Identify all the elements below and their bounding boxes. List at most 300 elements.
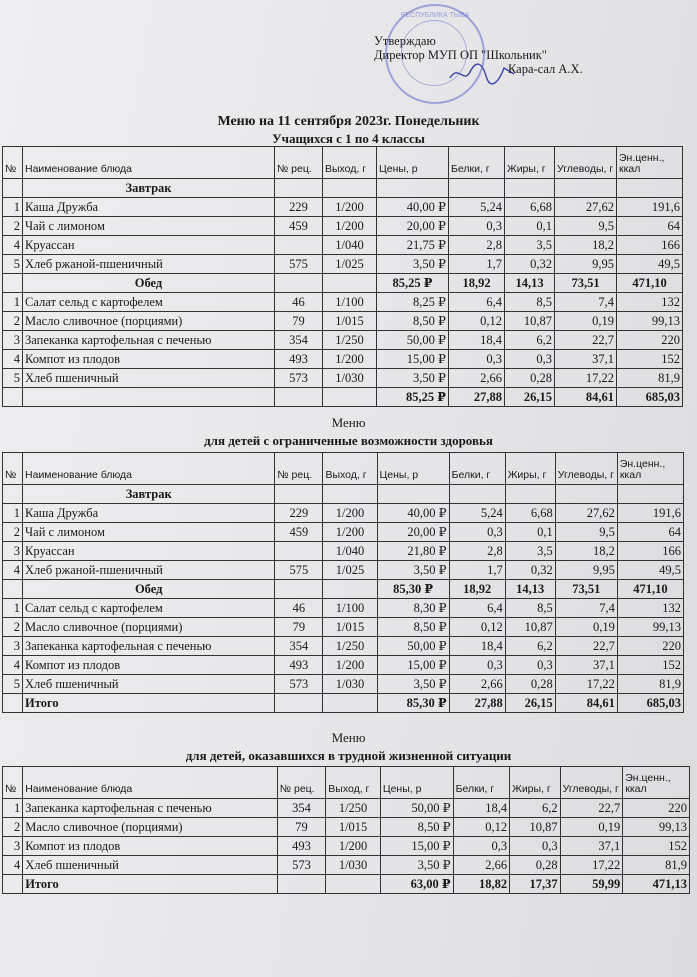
table-cell: 2 — [3, 618, 23, 637]
table-cell: 1/030 — [323, 369, 377, 388]
table-cell: 85,25 ₽ — [377, 274, 449, 293]
table-header-row — [3, 147, 683, 179]
table-cell: 0,28 — [505, 369, 555, 388]
table-cell: 37,1 — [560, 837, 623, 856]
table-cell — [3, 580, 23, 599]
table-cell: 1/250 — [326, 799, 381, 818]
table-cell: Масло сливочное (порциями) — [23, 312, 275, 331]
table-cell: 152 — [623, 837, 690, 856]
table-cell: 471,13 — [623, 875, 690, 894]
table-cell: 573 — [275, 675, 323, 694]
table-cell: 0,3 — [449, 217, 505, 236]
table-cell: № рец. — [275, 453, 323, 485]
table-cell: 2 — [3, 217, 23, 236]
table-cell: 8,50 ₽ — [377, 618, 449, 637]
table-cell: 17,22 — [555, 675, 617, 694]
table-cell: Хлеб ржаной-пшеничный — [23, 561, 275, 580]
table-cell: 0,3 — [505, 656, 555, 675]
table-cell: 1/200 — [323, 217, 377, 236]
table-cell: 79 — [275, 312, 323, 331]
dish-row — [3, 561, 684, 580]
table-cell: 0,3 — [449, 656, 505, 675]
table-cell: 8,5 — [505, 599, 555, 618]
dish-row — [3, 312, 683, 331]
table-cell — [275, 274, 323, 293]
table-cell: 8,5 — [505, 293, 555, 312]
table-cell: 0,12 — [449, 312, 505, 331]
table-cell: Чай с лимоном — [23, 523, 275, 542]
table-cell: 81,9 — [617, 369, 683, 388]
approval-line-1: Утверждаю — [374, 34, 436, 48]
table-cell: 1/030 — [323, 675, 377, 694]
table-cell — [449, 485, 505, 504]
table-cell: 64 — [617, 523, 683, 542]
dish-row — [3, 293, 683, 312]
table-cell: 18,4 — [453, 799, 510, 818]
table-cell: 1 — [3, 293, 23, 312]
table-cell: Белки, г — [449, 453, 505, 485]
table-cell: 6,68 — [505, 504, 555, 523]
approval-block — [374, 34, 583, 76]
table-cell: 18,4 — [449, 331, 505, 350]
table-cell: 85,25 ₽ — [377, 388, 449, 407]
table-cell — [323, 694, 377, 713]
table-cell: 354 — [275, 637, 323, 656]
lunch-header-row — [3, 274, 683, 293]
table-cell — [275, 580, 323, 599]
table-cell: 81,9 — [617, 675, 683, 694]
dish-row — [3, 217, 683, 236]
table-cell — [505, 179, 555, 198]
table-cell — [617, 485, 683, 504]
menu-table-section1 — [2, 146, 683, 407]
table-cell: 50,00 ₽ — [377, 637, 449, 656]
table-cell: 1/040 — [323, 542, 377, 561]
table-cell: 6,68 — [505, 198, 555, 217]
table-cell: 354 — [275, 331, 323, 350]
table-cell: 27,88 — [449, 694, 505, 713]
table-cell: Эн.ценн., ккал — [617, 453, 683, 485]
table-cell: 0,32 — [505, 255, 555, 274]
table-cell: 5,24 — [449, 198, 505, 217]
dish-row — [3, 656, 684, 675]
table-cell: 575 — [275, 255, 323, 274]
section3-subtitle: для детей, оказавшихся в трудной жизненной ситуации — [185, 748, 512, 763]
table-cell: 3,50 ₽ — [377, 561, 449, 580]
table-cell: 8,50 ₽ — [377, 312, 449, 331]
table-cell: 99,13 — [617, 618, 683, 637]
table-cell: 1/015 — [323, 618, 377, 637]
table-cell: 1/100 — [323, 293, 377, 312]
table-cell: 6,2 — [510, 799, 561, 818]
table-cell: 7,4 — [555, 293, 617, 312]
table-cell: 7,4 — [555, 599, 617, 618]
table-cell: Салат сельд с картофелем — [23, 293, 275, 312]
table-cell: 27,88 — [449, 388, 505, 407]
table-cell — [505, 485, 555, 504]
table-cell: 132 — [617, 293, 683, 312]
total-row — [3, 875, 690, 894]
table-cell — [3, 388, 23, 407]
table-cell: 1/025 — [323, 255, 377, 274]
table-cell: 9,5 — [555, 217, 617, 236]
table-cell — [326, 875, 381, 894]
table-cell: 4 — [3, 656, 23, 675]
table-cell — [3, 274, 23, 293]
table-cell: 84,61 — [555, 694, 617, 713]
table-cell: 5,24 — [449, 504, 505, 523]
table-cell: Цены, р — [380, 767, 453, 799]
table-cell: 1,7 — [449, 255, 505, 274]
section3-heading: Меню — [331, 730, 366, 745]
section2-heading: Меню — [331, 415, 366, 430]
table-cell — [377, 485, 449, 504]
table-cell: 1/200 — [323, 504, 377, 523]
table-cell: 50,00 ₽ — [380, 799, 453, 818]
table-cell: 10,87 — [505, 618, 555, 637]
table-cell: 6,2 — [505, 331, 555, 350]
breakfast-header-row — [3, 485, 684, 504]
table-cell: 3,50 ₽ — [377, 675, 449, 694]
table-cell: 8,30 ₽ — [377, 599, 449, 618]
table-cell: 1 — [3, 599, 23, 618]
menu-table-section2 — [2, 452, 684, 713]
table-cell — [323, 485, 377, 504]
table-cell — [323, 274, 377, 293]
table-cell: 1/250 — [323, 331, 377, 350]
table-cell: 220 — [623, 799, 690, 818]
table-cell: 18,92 — [449, 580, 505, 599]
table-cell: 46 — [275, 599, 323, 618]
table-cell — [275, 236, 323, 255]
table-cell — [3, 485, 23, 504]
table-cell: 8,50 ₽ — [380, 818, 453, 837]
table-cell: 1/100 — [323, 599, 377, 618]
dish-row — [3, 599, 684, 618]
table-cell: 2,66 — [449, 675, 505, 694]
table-cell: 471,10 — [617, 580, 683, 599]
table-cell: Запеканка картофельная с печенью — [23, 799, 278, 818]
table-cell: Выход, г — [323, 453, 377, 485]
table-cell: 18,2 — [555, 236, 617, 255]
table-cell: Хлеб пшеничный — [23, 856, 278, 875]
table-cell: 4 — [3, 856, 23, 875]
table-cell: 191,6 — [617, 504, 683, 523]
table-cell: 14,13 — [505, 274, 555, 293]
table-cell: 3,50 ₽ — [377, 369, 449, 388]
table-cell: 2,8 — [449, 542, 505, 561]
table-cell: 3 — [3, 542, 23, 561]
menu-table-section3 — [2, 766, 690, 894]
table-cell: 6,2 — [505, 637, 555, 656]
table-cell: № рец. — [275, 147, 323, 179]
table-cell: № рец. — [277, 767, 325, 799]
table-cell: 1/030 — [326, 856, 381, 875]
table-cell: 166 — [617, 542, 683, 561]
table-cell — [23, 388, 275, 407]
table-cell: 2,66 — [449, 369, 505, 388]
dish-row — [3, 236, 683, 255]
table-cell: Наименование блюда — [23, 453, 275, 485]
table-cell — [323, 388, 377, 407]
table-cell: 9,5 — [555, 523, 617, 542]
table-cell: 49,5 — [617, 255, 683, 274]
table-cell: 26,15 — [505, 388, 555, 407]
table-cell: Круассан — [23, 542, 275, 561]
table-cell: 2 — [3, 312, 23, 331]
table-cell: Выход, г — [323, 147, 377, 179]
table-cell: Жиры, г — [510, 767, 561, 799]
table-cell: 2 — [3, 818, 23, 837]
table-cell: Салат сельд с картофелем — [23, 599, 275, 618]
table-cell: 152 — [617, 656, 683, 675]
table-cell: 8,25 ₽ — [377, 293, 449, 312]
table-cell: Запеканка картофельная с печенью — [23, 637, 275, 656]
table-cell — [449, 179, 505, 198]
table-cell: 9,95 — [555, 561, 617, 580]
table-cell: 17,22 — [560, 856, 623, 875]
table-cell — [555, 179, 617, 198]
table-cell: 0,1 — [505, 523, 555, 542]
table-cell: 1/200 — [323, 656, 377, 675]
table-cell: 0,32 — [505, 561, 555, 580]
table-cell: 49,5 — [617, 561, 683, 580]
table-cell — [275, 179, 323, 198]
table-cell — [555, 485, 617, 504]
table-cell: 685,03 — [617, 694, 683, 713]
dish-row — [3, 837, 690, 856]
table-cell: 3,5 — [505, 542, 555, 561]
table-cell: 20,00 ₽ — [377, 523, 449, 542]
table-cell: 85,30 ₽ — [377, 580, 449, 599]
table-cell: Масло сливочное (порциями) — [23, 818, 278, 837]
table-cell: 17,22 — [555, 369, 617, 388]
table-cell: 50,00 ₽ — [377, 331, 449, 350]
table-cell: Завтрак — [23, 179, 275, 198]
table-header-row — [3, 453, 684, 485]
table-cell: 79 — [275, 618, 323, 637]
table-cell: 14,13 — [505, 580, 555, 599]
dish-row — [3, 799, 690, 818]
table-cell: 1/200 — [323, 523, 377, 542]
table-cell: 15,00 ₽ — [380, 837, 453, 856]
table-cell: Чай с лимоном — [23, 217, 275, 236]
table-cell — [323, 179, 377, 198]
lunch-header-row — [3, 580, 684, 599]
table-cell: 166 — [617, 236, 683, 255]
table-cell: Обед — [23, 274, 275, 293]
table-cell: Каша Дружба — [23, 504, 275, 523]
table-cell: № — [3, 453, 23, 485]
dish-row — [3, 198, 683, 217]
table-cell: 37,1 — [555, 656, 617, 675]
table-cell: 84,61 — [555, 388, 617, 407]
table-cell: Завтрак — [23, 485, 275, 504]
table-cell — [3, 875, 23, 894]
table-cell: 220 — [617, 637, 683, 656]
table-cell: Наименование блюда — [23, 767, 278, 799]
table-header-row — [3, 767, 690, 799]
table-cell: 21,80 ₽ — [377, 542, 449, 561]
table-cell — [3, 694, 23, 713]
table-cell: Итого — [23, 875, 278, 894]
table-cell: 354 — [277, 799, 325, 818]
table-cell: 1 — [3, 799, 23, 818]
table-cell: 1/025 — [323, 561, 377, 580]
table-cell: 85,30 ₽ — [377, 694, 449, 713]
table-cell: Эн.ценн., ккал — [617, 147, 683, 179]
table-cell: Компот из плодов — [23, 837, 278, 856]
stamp-text: РЕСПУБЛИКА ТЫВА — [400, 12, 470, 19]
dish-row — [3, 523, 684, 542]
table-cell: 46 — [275, 293, 323, 312]
table-cell: 64 — [617, 217, 683, 236]
table-cell: Итого — [23, 694, 275, 713]
table-cell: Хлеб пшеничный — [23, 675, 275, 694]
table-cell: 15,00 ₽ — [377, 350, 449, 369]
dish-row — [3, 542, 684, 561]
table-cell: 21,75 ₽ — [377, 236, 449, 255]
table-cell: 0,12 — [453, 818, 510, 837]
table-cell: 573 — [275, 369, 323, 388]
table-cell: 132 — [617, 599, 683, 618]
table-cell: Обед — [23, 580, 275, 599]
table-cell: 5 — [3, 255, 23, 274]
table-cell: 0,3 — [453, 837, 510, 856]
table-cell: 3 — [3, 637, 23, 656]
dish-row — [3, 350, 683, 369]
table-cell: 3,5 — [505, 236, 555, 255]
table-cell: Углеводы, г — [555, 147, 617, 179]
table-cell: 99,13 — [623, 818, 690, 837]
table-cell: 18,4 — [449, 637, 505, 656]
table-cell: 20,00 ₽ — [377, 217, 449, 236]
table-cell: 6,4 — [449, 599, 505, 618]
table-cell: 0,12 — [449, 618, 505, 637]
table-cell: Цены, р — [377, 147, 449, 179]
section1-subtitle: Учащихся с 1 по 4 классы — [272, 131, 425, 146]
table-cell: 3,50 ₽ — [377, 255, 449, 274]
table-cell: 2,66 — [453, 856, 510, 875]
table-cell: 1,7 — [449, 561, 505, 580]
section2-subtitle: для детей с ограниченные возможности здоровья — [204, 433, 493, 448]
table-cell: 15,00 ₽ — [377, 656, 449, 675]
table-cell: 17,37 — [510, 875, 561, 894]
table-cell: 0,19 — [555, 312, 617, 331]
dish-row — [3, 675, 684, 694]
table-cell: 459 — [275, 523, 323, 542]
table-cell: Белки, г — [453, 767, 510, 799]
table-cell: 1/200 — [323, 350, 377, 369]
table-cell: 1/200 — [326, 837, 381, 856]
table-cell: Жиры, г — [505, 453, 555, 485]
table-cell: 3 — [3, 331, 23, 350]
table-cell: Выход, г — [326, 767, 381, 799]
table-cell: 1/200 — [323, 198, 377, 217]
dish-row — [3, 504, 684, 523]
breakfast-header-row — [3, 179, 683, 198]
table-cell: 1/015 — [323, 312, 377, 331]
table-cell: 10,87 — [505, 312, 555, 331]
table-cell: Наименование блюда — [23, 147, 275, 179]
table-cell: 18,92 — [449, 274, 505, 293]
table-cell: 37,1 — [555, 350, 617, 369]
table-cell: 493 — [277, 837, 325, 856]
table-cell: № — [3, 767, 23, 799]
table-cell: 0,3 — [505, 350, 555, 369]
table-cell: 220 — [617, 331, 683, 350]
table-cell: 1/015 — [326, 818, 381, 837]
table-cell: 0,3 — [449, 350, 505, 369]
table-cell: 22,7 — [555, 637, 617, 656]
table-cell: 59,99 — [560, 875, 623, 894]
table-cell: Хлеб пшеничный — [23, 369, 275, 388]
table-cell: 152 — [617, 350, 683, 369]
table-cell: 229 — [275, 198, 323, 217]
table-cell: 0,19 — [560, 818, 623, 837]
table-cell: 575 — [275, 561, 323, 580]
table-cell: 63,00 ₽ — [380, 875, 453, 894]
table-cell: 0,3 — [449, 523, 505, 542]
table-cell: 4 — [3, 350, 23, 369]
table-cell: Компот из плодов — [23, 350, 275, 369]
dish-row — [3, 856, 690, 875]
table-cell: 26,15 — [505, 694, 555, 713]
table-cell: 1 — [3, 198, 23, 217]
table-cell: 27,62 — [555, 198, 617, 217]
table-cell: 9,95 — [555, 255, 617, 274]
total-row — [3, 694, 684, 713]
table-cell: 5 — [3, 675, 23, 694]
table-cell: Масло сливочное (порциями) — [23, 618, 275, 637]
table-cell: 0,1 — [505, 217, 555, 236]
table-cell: 10,87 — [510, 818, 561, 837]
dish-row — [3, 255, 683, 274]
approval-signatory: Кара-сал А.Х. — [508, 62, 583, 76]
table-cell: 18,2 — [555, 542, 617, 561]
table-cell: Жиры, г — [505, 147, 555, 179]
table-cell: Запеканка картофельная с печенью — [23, 331, 275, 350]
table-cell: 2,8 — [449, 236, 505, 255]
table-cell: 4 — [3, 561, 23, 580]
dish-row — [3, 331, 683, 350]
table-cell: Углеводы, г — [555, 453, 617, 485]
table-cell — [277, 875, 325, 894]
table-cell: Компот из плодов — [23, 656, 275, 675]
table-cell — [3, 179, 23, 198]
table-cell — [275, 388, 323, 407]
table-cell: 1/250 — [323, 637, 377, 656]
table-cell: Углеводы, г — [560, 767, 623, 799]
table-cell: 0,28 — [510, 856, 561, 875]
table-cell: Белки, г — [449, 147, 505, 179]
table-cell — [617, 179, 683, 198]
table-cell: 81,9 — [623, 856, 690, 875]
table-cell: 4 — [3, 236, 23, 255]
table-cell: 40,00 ₽ — [377, 198, 449, 217]
table-cell: 6,4 — [449, 293, 505, 312]
table-cell: 79 — [277, 818, 325, 837]
table-cell: Цены, р — [377, 453, 449, 485]
menu-title: Меню на 11 сентября 2023г. Понедельник — [217, 114, 480, 129]
table-cell: Каша Дружба — [23, 198, 275, 217]
table-cell: 493 — [275, 350, 323, 369]
table-cell: 0,19 — [555, 618, 617, 637]
table-cell: 27,62 — [555, 504, 617, 523]
table-cell: 3 — [3, 837, 23, 856]
dish-row — [3, 818, 690, 837]
total-row — [3, 388, 683, 407]
